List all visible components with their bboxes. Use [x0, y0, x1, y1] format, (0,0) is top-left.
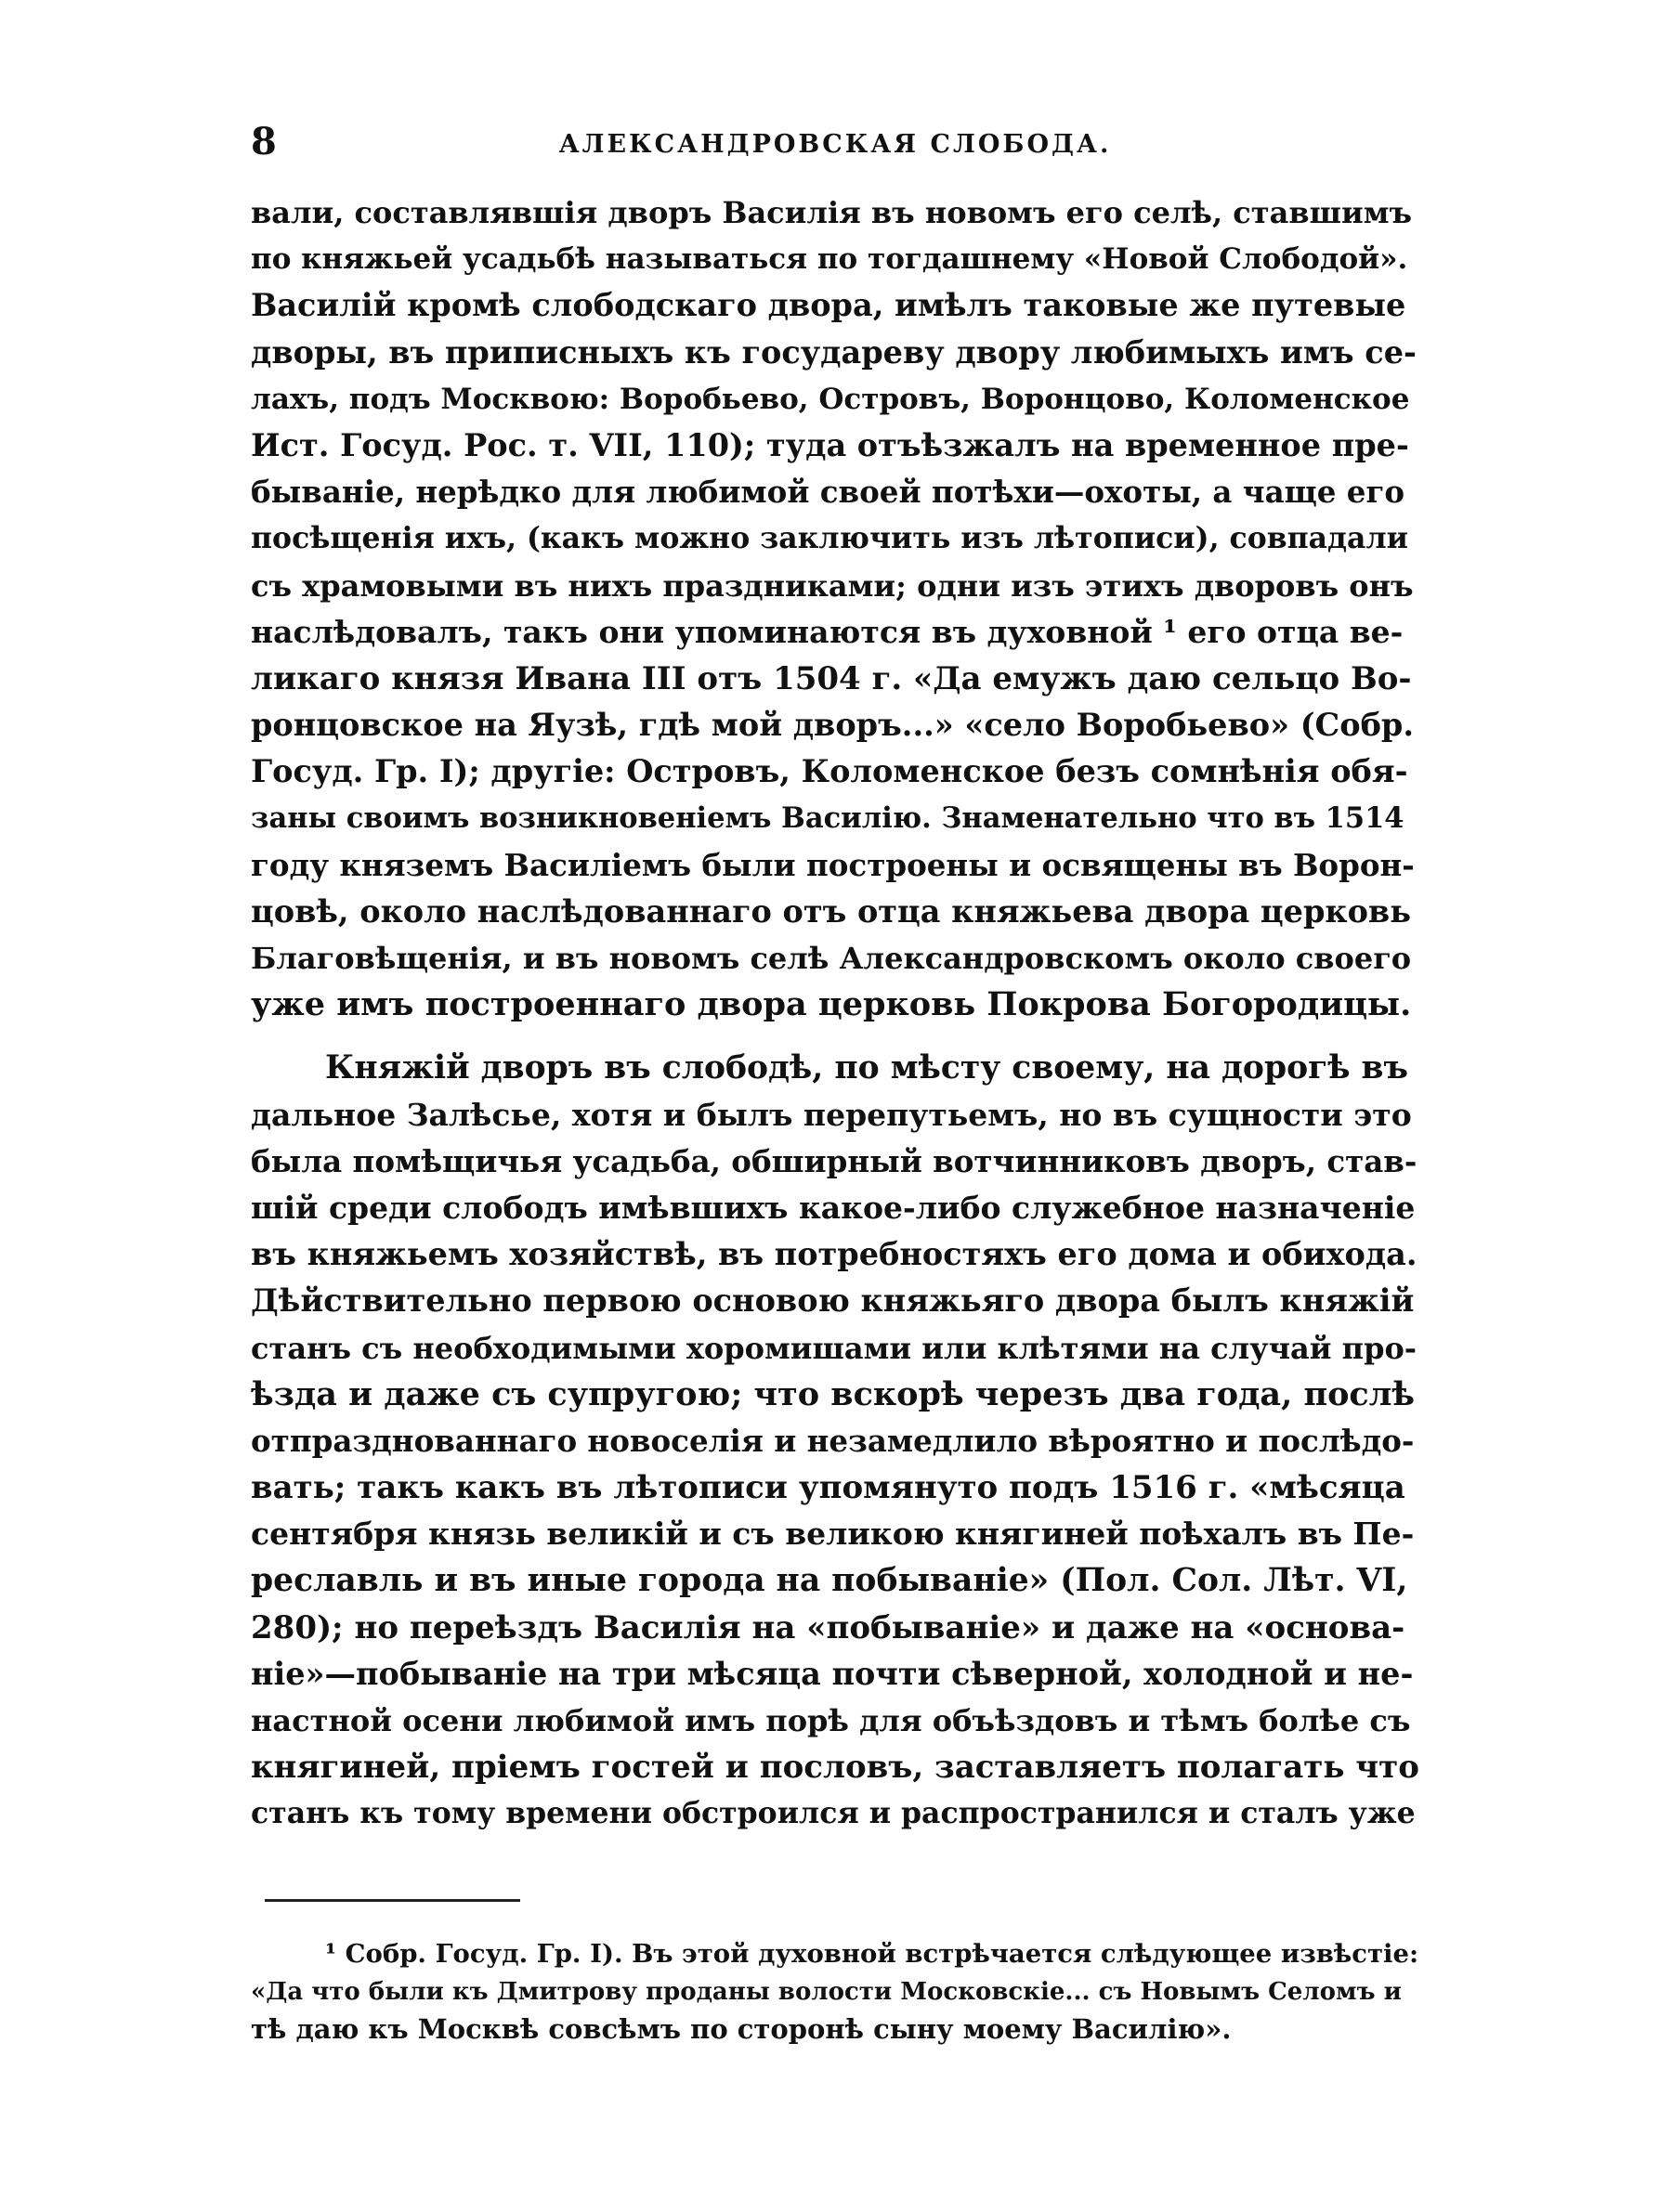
running-title: АЛЕКСАНДРОВСКАЯ СЛОБОДА.	[558, 130, 1112, 159]
text-line: по княжьей усадьбѣ называться по тогдашнему «Новой Слободой».	[251, 242, 1408, 277]
text-line: посѣщенія ихъ, (какъ можно заключить изъ лѣтописи), совпадали	[251, 521, 1409, 556]
footnote-line: ¹ Собр. Госуд. Гр. I). Въ этой духовной встрѣчается слѣдующее извѣстіе:	[325, 1939, 1419, 1969]
text-line: станъ съ необходимыми хоромишами или клѣтями на случай про-	[251, 1330, 1417, 1366]
text-line: Благовѣщенія, и въ новомъ селѣ Александровскомъ около своего	[251, 941, 1412, 976]
paragraph-1	[251, 189, 1419, 1028]
text-line: съ храмовыми въ нихъ праздниками; одни изъ этихъ дворовъ онъ	[251, 567, 1414, 604]
text-line: ликаго князя Ивана III отъ 1504 г. «Да емужъ даю сельцо Во-	[251, 659, 1412, 697]
text-line: княгиней, пріемъ гостей и пословъ, заставляетъ полагать что	[251, 1749, 1419, 1787]
page-number: 8	[251, 120, 277, 163]
text-line: была помѣщичья усадьба, обширный вотчинниковъ дворъ, став-	[251, 1142, 1417, 1179]
text-line: быванiе, нерѣдко для любимой своей потѣхи—охоты, а чаще его	[251, 474, 1405, 511]
text-line: 280); но переѣздъ Василія на «побываніе» и даже на «оснoва-	[251, 1608, 1405, 1646]
text-line: ронцовское на Яузѣ, гдѣ мой дворъ...» «село Воробьево» (Собр.	[251, 707, 1414, 744]
text-line: уже имъ построеннаго двора церковь Покрова Богородицы.	[251, 985, 1412, 1024]
footnote-line: тѣ даю къ Москвѣ совсѣмъ по сторонѣ сыну моему Василію».	[251, 2013, 1232, 2045]
text-line: въ княжьемъ хозяйствѣ, въ потребностяхъ его дома и обихода.	[251, 1236, 1417, 1273]
text-line: вали, составлявшія дворъ Василія въ новомъ его селѣ, ставшимъ	[251, 195, 1413, 230]
text-line: наслѣдовалъ, такъ они упоминаются въ духовной ¹ его отца ве-	[251, 613, 1404, 650]
text-line: лахъ, подъ Москвою: Воробьево, Островъ, Воронцово, Коломенское	[251, 382, 1410, 416]
page-header	[251, 119, 1419, 165]
text-line: ѣзда и даже съ супругою; что вскорѣ черезъ два года, послѣ	[251, 1374, 1416, 1413]
text-line: заны своимъ возникновеніемъ Василію. Знаменательно что въ 1514	[251, 801, 1404, 836]
text-line: вать; такъ какъ въ лѣтописи упомянуто подъ 1516 г. «мѣсяца	[251, 1469, 1405, 1507]
text-line: году княземъ Василіемъ были построены и освящены въ Ворон-	[251, 846, 1415, 883]
text-line: реславль и въ иные города на побываніе» (Пол. Сол. Лѣт. VI,	[251, 1562, 1408, 1600]
text-line: настной осени любимой имъ порѣ для объѣздовъ и тѣмъ болѣе съ	[251, 1703, 1411, 1738]
text-line: Василій кромѣ слободскаго двора, имѣлъ таковые же путевые	[251, 287, 1406, 324]
footnote-divider	[265, 1899, 520, 1902]
text-line: сентября князь великій и съ великою княгиней поѣхалъ въ Пе-	[251, 1516, 1415, 1553]
footnote-line: «Да что были къ Дмитрову проданы волости Московскіе... съ Новымъ Селомъ и	[251, 1977, 1402, 2006]
text-line: цовѣ, около наслѣдованнаго отъ отца княжьева двора церковь	[251, 892, 1411, 930]
text-line: Дѣйствительно первою основою княжьяго двора былъ княжій	[251, 1282, 1415, 1320]
text-line: отпразднованнаго новоселія и незамедлило вѣроятно и послѣдо-	[251, 1422, 1415, 1459]
text-line: дворы, въ приписныхъ къ государеву двору любимыхъ имъ се-	[251, 333, 1417, 371]
body-text	[251, 189, 1419, 1838]
paragraph-2	[251, 1045, 1419, 1837]
footnote	[251, 1935, 1419, 2049]
text-line: Княжій дворъ въ слободѣ, по мѣсту своему, на дорогѣ въ	[325, 1049, 1408, 1087]
text-line: шій среди слободъ имѣвшихъ какое-либо служебное назначеніе	[251, 1189, 1416, 1226]
text-line: Госуд. Гр. I); другіе: Островъ, Коломенское безъ сомнѣнія обя-	[251, 753, 1408, 790]
text-line: станъ къ тому времени обстроился и распространился и сталъ уже	[251, 1796, 1416, 1831]
text-line: ніе»—побываніе на три мѣсяца почти сѣверной, холодной и не-	[251, 1655, 1414, 1692]
text-line: Ист. Госуд. Рос. т. VII, 110); туда отъѣзжалъ на временное пре-	[251, 426, 1409, 463]
text-line: дальное Залѣсье, хотя и былъ перепутьемъ, но въ сущности это	[251, 1096, 1412, 1133]
